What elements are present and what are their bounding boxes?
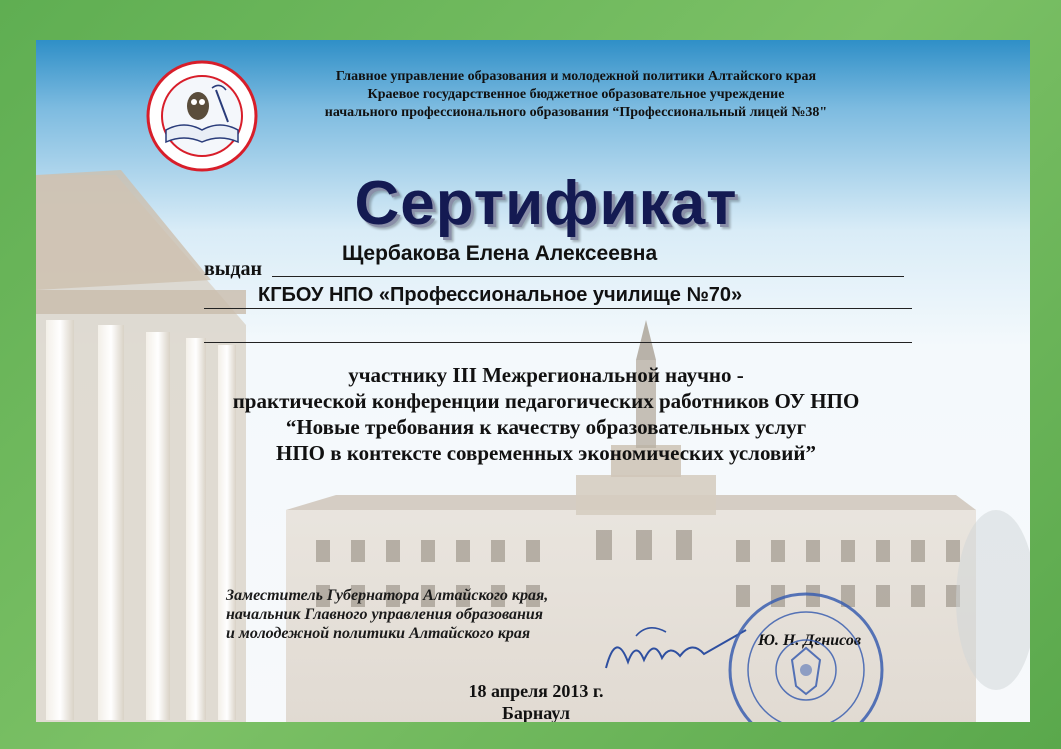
issued-label: выдан [204,258,263,280]
signatory-title [226,586,548,643]
signatory-line-3: и молодежной политики Алтайского края [226,625,531,642]
header-line-3: начального профессионального образования “Профессиональный лицей №38" [324,105,828,120]
header-line-1: Главное управление образования и молодежной политики Алтайского края [335,69,817,84]
signatory-name: Ю. Н. Денисов [758,632,862,649]
certificate-title: Сертификат [354,169,738,238]
header-line-2: Краевое государственное бюджетное образовательное учреждение [367,87,785,102]
certificate-sheet [36,40,1030,722]
recipient-name-line [272,276,904,277]
conference-logo-emblem [146,60,258,172]
certificate-body [166,362,926,466]
body-line-4: НПО в контексте современных экономических условий” [276,441,816,465]
signatory-line-1: Заместитель Губернатора Алтайского края, [226,587,549,604]
issue-city: Барнаул [501,703,571,722]
recipient-name: Щербакова Елена Алексеевна [342,242,658,265]
recipient-org-line [204,308,912,309]
body-line-2: практической конференции педагогических работников ОУ НПО [232,389,860,413]
issue-date-block [436,680,636,722]
signatory-line-2: начальник Главного управления образования [226,606,544,623]
recipient-organization: КГБОУ НПО «Профессиональное училище №70» [258,284,743,306]
blank-line [204,342,912,343]
official-seal-stamp [726,590,886,722]
body-line-3: “Новые требования к качеству образовательных услуг [285,415,807,439]
issue-date: 18 апреля 2013 г. [468,681,604,701]
body-line-1: участнику III Межрегиональной научно - [348,363,744,387]
